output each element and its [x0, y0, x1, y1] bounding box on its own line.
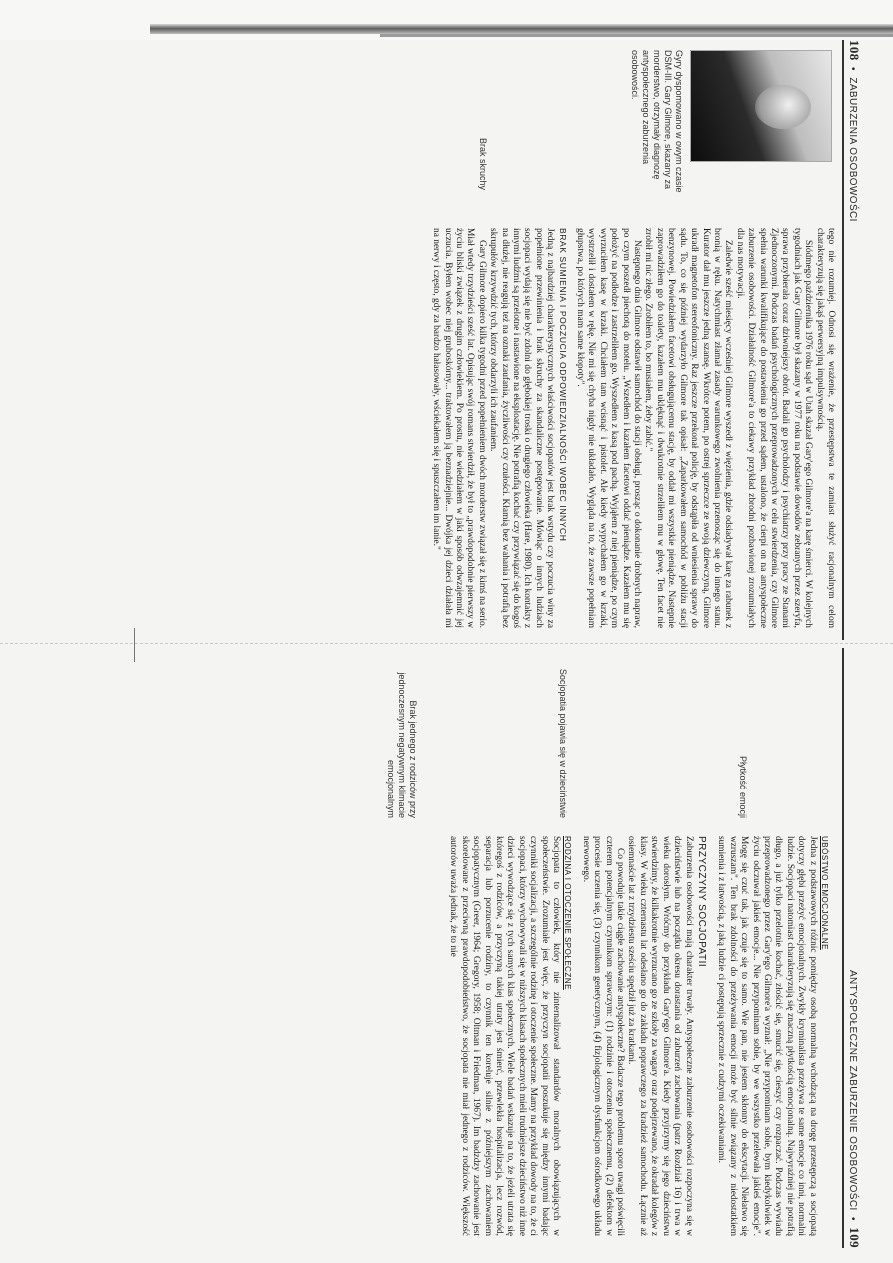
- paragraph: Jedną z najbardziej charakterystycznych właściwości socjopatów jest brak wstydu czy poczucia winy za popełnione przewinienia i brak skruchy za skandaliczne postępowanie. Mówiąc o innych ludziach socjopaci wydają się nie być zdolni do głębokiej troski o drugiego człowieka (Hare, 1980). Ich kontakty z innymi ludźmi są przelotne i nastawione na eksploatację. Nie potrafią kochać czy przywiązać się do kogoś na dłużej, nie reagują też na oznaki zaufania, życzliwości czy czułości. Kłamią bez wahania i potrafią bez skrupułów krzywdzić tych, którzy obdarzyli ich zaufaniem.: [488, 228, 556, 628]
- photo-face: [755, 85, 811, 129]
- page-108: [138, 40, 868, 640]
- paragraph: Socjopata to człowiek, który nie zinternalizował standardów moralnych obowiązujących w społeczeństwie. Zrozumiałe jest więc, że przyczyn socjopatii poszukuje się między innymi badając czynniki socjalizacji, a szczególnie rodzinę i otoczenie społeczne. Mamy na przykład dowody na to, że ci socjopaci, którzy wychowywali się w niższych klasach społecznych mieli trudniejsze dzieciństwo niż inne dzieci wywodzące się z tych samych klas społecznych. Wiele badań wskazuje na to, że jeżeli utrata się któregoś z rodziców, a przyczyną takiej utraty jest śmierć, przewlekła hospitalizacja, lecz rozwód, separacja lub porzucenie rodziny, to czynnik ten koreluje silnie z późniejszym zachowaniem socjopatycznym (Greer, 1964; Gregory, 1958; Oltman i Friedman, 1967). Im badzdzy zachowanie jest skorelowane z przeciwną prawdopodobieństwo, że socjopata nie miał jednego z rodziców. Większość autorów uważa jednak, że to nie: [448, 836, 562, 1236]
- main-column-right: [447, 836, 836, 1236]
- running-head-text: ANTYSPOŁECZNE ZABURZENIE OSOBOWOŚCI: [847, 969, 858, 1211]
- paragraph: tego nie rozumiej. Odnosi się wrażenie, że przestępstwa te zamiast służyć racjonalnym celom charakteryzują się jakąś perwersyjną impulsywnością.: [814, 228, 836, 628]
- section-heading: PRZYCZYNY SOCJOPATII: [695, 836, 707, 968]
- subheading: UBÓSTWO EMOCJONALNE: [820, 836, 829, 950]
- paragraph: Gary Gilmore dopiero kilka tygodni przed popełnieniem dwóch morderstw związał się z kimś na serio. Miał wtedy trzydzieści sześć lat. Opisując swój romans stwierdził, że był to „prawdopodobnie pierwszy w życiu bliski związek z drugim człowiekiem. Po prostu, nie wiedziałem w jaki sposób odwzajemnić jej uczucia. Byłem wobec niej gruboskórny... traktowałem ją beznadziejnie... Dwójka jej dzieci działała mi na nerwy i często, gdy za bardzo hałasowały, wściekałem się i spuszczałem im lanie.": [431, 228, 487, 628]
- photo-caption: Gyry dyspomowano w owym czasie DSM-III. Gary Gilmore, skazany za morderstwo, otrzymały diagnozę antyspołecznego zaburzenia osobowości.: [630, 50, 684, 193]
- scan-artifact-bar: [150, 24, 893, 34]
- paragraph: Co powoduje takie ciągłe zachowanie antyspołeczne? Badacze tego problemu sporo uwagi poświęcili czterem potencjalnym czynnikom sprawczym: (1) rodzinie i otoczeniu społecznemu, (2) defektom w procesie uczenia się, (3) czynnikom genetycznym, (4) fizjologicznym dysfunkcjom ośrodkowego układu nerwowego.: [580, 836, 626, 1236]
- main-column-left: [430, 228, 836, 628]
- scan-artifact-line: [380, 34, 893, 37]
- margin-note-parents: Brak jednego z rodziców przy jednoczesnym negatywnym klimacie emocjonalnym: [386, 672, 418, 818]
- margin-note-shallow-emotions: Płytkość emocji: [738, 755, 748, 818]
- page-number: 108: [847, 40, 862, 61]
- paragraph: Siódmego października 1976 roku sąd w Utah skazał Gary'ego Gilmore'a na karę śmierci. W kolejnych tygodniach jak Gary Gilmore był skazany w 1977 roku na podstawie dowodów zebranych przez szeryfa, sprawa przybierała coraz dziwniejszy obrót. Badali go psycholodzy i psychiatrzy przy pracy ze Stanami Zjednoczonymi. Podczas badań psychologicznych przeprowadzonych w celu stwierdzenia, czy Gilmore spełnia warunki kwalifikujące do postawienia go przed sądem, ustalono, że cierpi on na antyspołeczne zaburzenie osobowości. Działalność Gilmore'a to ciekawy przykład zbrodni pozbawionej zrozumiałych dla nas motywacji.: [734, 228, 814, 628]
- header-rule: [842, 648, 844, 1248]
- paragraph: Zaledwie sześć miesięcy wcześniej Gilmore wyszedł z więzienia, gdzie odsiadywał karę za rabunek z bronią w ręku. Natychmiast złamał zasady warunkowego zwolnienia przenosząc się do innego stanu. Kurator dał mu jeszcze jedną szansę. Wkrótce potem, po ostrej sprzeczce ze swoją dziewczyną, Gilmore ukradł magnetofon stereofoniczny. Raz jeszcze przekonał policję, by odstąpiła od wniesienia sprawy do sądu. To, co się później wydarzyło Gilmore tak opisał: „Zaparkowałem samochód w pobliżu stacji benzynowej. Powiedziałem facetowi obsługującemu stację, by oddał mi wszystkie pieniądze. Następnie zaprowadziłem go do toalety, kazałem mu uklęknąć i dwukrotnie strzeliłem mu w głowę. Ten facet nie zrobił mi nic złego. Zrobiłem to, bo musiałem, żeby zabić.": [643, 228, 734, 628]
- section-heading: BRAK SUMIENIA I POCZUCIA ODPOWIEDZIALNOŚCI WOBEC INNYCH: [557, 228, 568, 542]
- running-head-right: ANTYSPOŁECZNE ZABURZENIE OSOBOWOŚCI • 109: [847, 969, 862, 1248]
- photo-gary-gilmore: [690, 50, 832, 162]
- paragraph: Jedna z podstawowych różnic pomiędzy osobą normalną wchodzącą na drogę przestępczą a socjopatą dotyczy głębi przeżyć emocjonalnych. Zwykły kryminalista przeżywa te same emocje co inni, normalni ludzie. Socjopaci natomiast charakteryzują się znaczną płytkością emocjonalną. Najwyraźniej nie potrafią długo, a już tylko przelotnie kochać, złościć się, smucić się, cieszyć czy rozpaczać. Podczas wywiadu przeprowadzonego przez Gary'ego Gilmore'a wyznał: „Nie przypominam sobie, bym kiedykolwiek w życiu odczuwał jakieś emocje... Nie przypominam sobie, by we wszystko przelewała jakieś emocje". Mogę się czuć tak, jak czuje się to samo. Wie pan, nie jestem skłonny do ekscytacji. Niełatwo się wzruszam". Ten brak zdolności do przeżywania emocji może być silnie związany z niedostatkiem sumienia i z łatwością, z jaką ludzie ci postępują sprzecznie z cudzymi oczekiwaniami.: [716, 836, 818, 1236]
- running-head-text: ZABURZENIA OSOBOWOŚCI: [847, 77, 858, 222]
- fold-mark: [134, 628, 135, 662]
- running-head-left: 108 • ZABURZENIA OSOBOWOŚCI: [847, 40, 862, 222]
- paragraph: Następnego dnia Gilmore odstawił samochód do stacji obsługi, prosząc o dokonanie drobnych napraw, po czym poszedł piechotą do motelu. „Wszedłem i kazałem facetowi oddać pieniądze. Kazałem mu się położyć na podłodze i zastrzeliłem go. Wyszedłem z kasą pod pachą. Wyjąłem z niej pieniądze, po czym wyrzuciłem kasę w krzaki. Chciałem tam wcisnąć i pistolet. Ale kiedy wypychałem go w krzaki, wystrzelił i dostałem w rękę. Nie mi się chyba nigdy nie układało. Wygląda na to, że zawsze popełniam głupstwa, po których mam same kłopoty".: [575, 228, 643, 628]
- page-109: [138, 648, 868, 1248]
- page-number: 109: [847, 1227, 862, 1248]
- paragraph: Zaburzenia osobowości mają charakter trwały. Antyspołeczne zaburzenie osobowości rozpoczyna się w dzieciństwie lub na początku okresu dorastania od zaburzeń zachowania (patrz Rozdział 16) i trwa w wieku dorosłym. Wróćmy do przykładu Gary'ego Gilmore'a. Kiedy przyjrzymy się jego dzieciństwu stwierdzimy, że kilkakrotnie wyrzucano go ze szkoły za wagary oraz podejrzewano, że okradał kolegów z klasy. W wieku czternastu lat odesłano go do zakładu poprawczego za kradzież samochodu. Łącznie aż osiemnaście lat z trzydziestu sześciu spędził już za kratkami.: [626, 836, 694, 1236]
- margin-note-childhood: Socjopatia pojawia się w dzieciństwie: [558, 668, 568, 818]
- margin-note-remorse: Brak skruchy: [478, 137, 488, 190]
- subheading: RODZINA I OTOCZENIE SPOŁECZNE: [563, 836, 573, 990]
- header-rule: [842, 40, 844, 640]
